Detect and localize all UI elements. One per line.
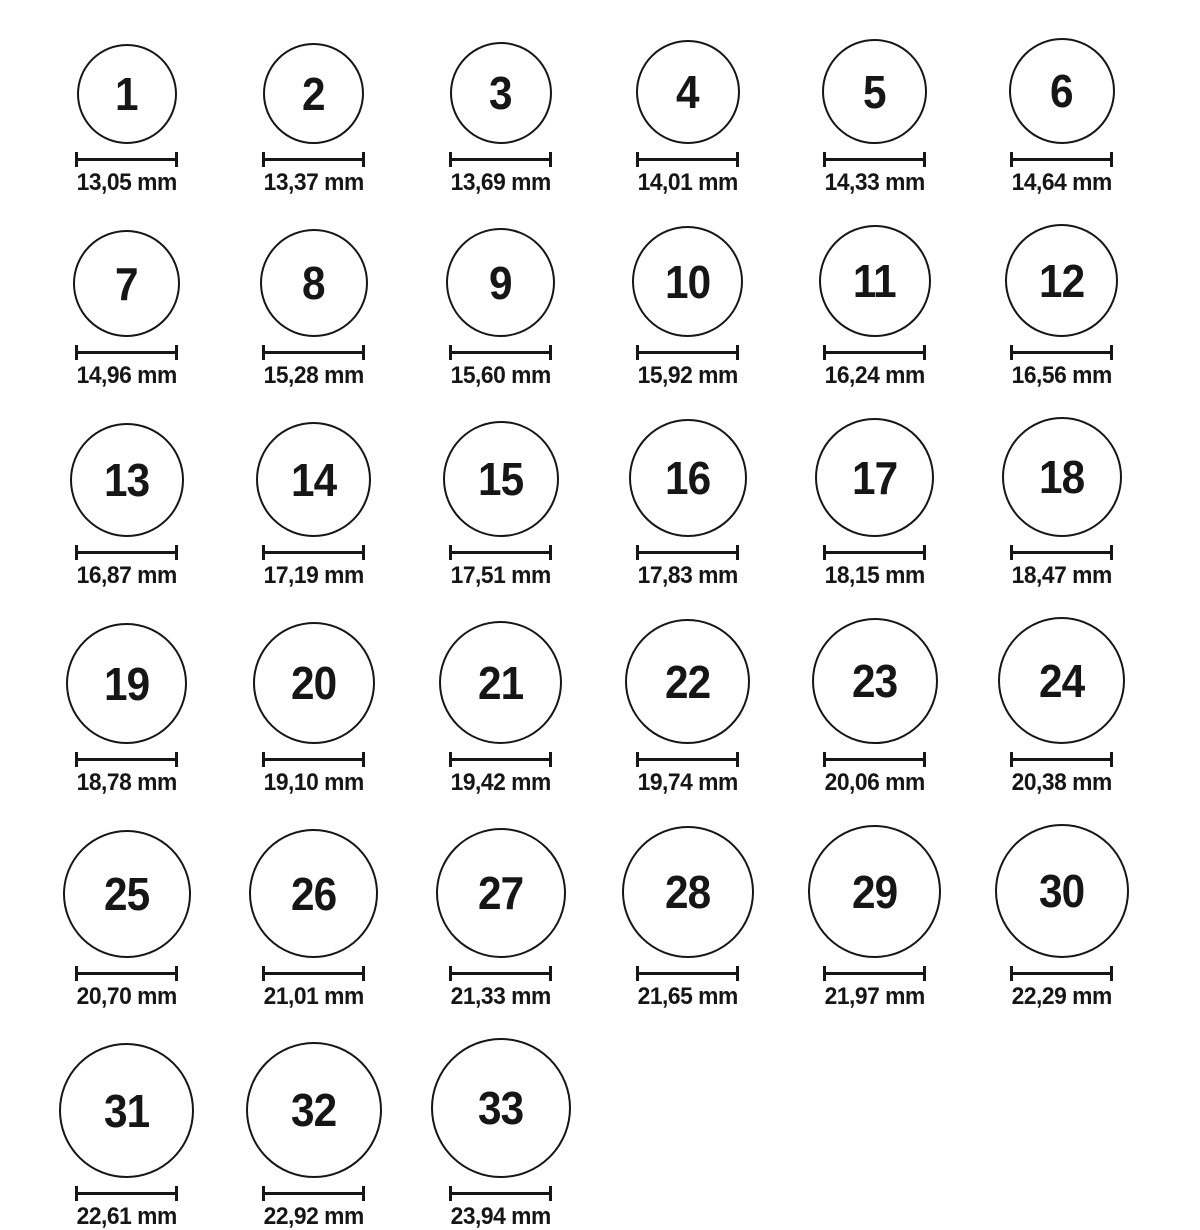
ring-circle: [59, 1043, 194, 1178]
ring-size-cell: [220, 43, 407, 195]
ring-circle: [260, 229, 368, 337]
diameter-measure-line: [75, 152, 178, 167]
ring-size-number: 29: [851, 865, 898, 918]
diameter-label: 16,24 mm: [824, 362, 925, 389]
ring-size-cell: [33, 423, 220, 588]
diameter-label: 21,65 mm: [637, 983, 738, 1010]
diameter-label: 15,92 mm: [637, 362, 738, 389]
diameter-measure-line: [449, 152, 552, 167]
ring-size-cell: [407, 828, 594, 1009]
diameter-measure-line: [1010, 752, 1113, 767]
ring-size-number: 18: [1038, 451, 1085, 503]
diameter-measure-line: [636, 752, 739, 767]
diameter-label: 22,92 mm: [263, 1203, 364, 1230]
ring-size-number: 23: [851, 655, 898, 707]
ring-size-number: 30: [1038, 865, 1085, 917]
ring-circle: [253, 622, 375, 744]
diameter-measure-line: [262, 966, 365, 981]
ring-size-cell: [220, 1042, 407, 1229]
diameter-measure-line: [636, 545, 739, 560]
ring-size-cell: [968, 224, 1155, 388]
ring-size-number: 16: [664, 452, 711, 504]
ring-size-cell: [220, 229, 407, 388]
ring-circle: [77, 44, 177, 144]
ring-size-cell: [33, 830, 220, 1009]
diameter-label: 21,97 mm: [824, 983, 925, 1010]
ring-size-number: 1: [115, 68, 138, 120]
diameter-label: 22,29 mm: [1011, 983, 1112, 1010]
diameter-label: 14,01 mm: [637, 169, 738, 196]
ring-circle: [822, 39, 927, 144]
diameter-label: 21,33 mm: [450, 983, 551, 1010]
diameter-measure-line: [75, 1186, 178, 1201]
ring-circle: [998, 617, 1125, 744]
ring-size-cell: [407, 1038, 594, 1229]
diameter-measure-line: [449, 966, 552, 981]
ring-size-cell: [781, 418, 968, 588]
diameter-label: 18,78 mm: [76, 769, 177, 796]
ring-size-number: 22: [664, 655, 711, 708]
diameter-measure-line: [449, 1186, 552, 1201]
diameter-measure-line: [449, 752, 552, 767]
diameter-measure-line: [75, 966, 178, 981]
diameter-label: 14,64 mm: [1011, 169, 1112, 196]
ring-size-number: 2: [302, 67, 325, 120]
ring-size-cell: [220, 622, 407, 795]
diameter-measure-line: [636, 152, 739, 167]
ring-size-number: 9: [489, 256, 512, 309]
ring-size-cell: [968, 417, 1155, 588]
diameter-measure-line: [823, 752, 926, 767]
ring-size-number: 31: [103, 1084, 150, 1137]
diameter-label: 16,87 mm: [76, 562, 177, 589]
ring-size-cell: [220, 422, 407, 588]
diameter-measure-line: [262, 345, 365, 360]
diameter-measure-line: [262, 752, 365, 767]
diameter-measure-line: [262, 545, 365, 560]
ring-size-cell: [407, 421, 594, 588]
diameter-measure-line: [823, 152, 926, 167]
diameter-measure-line: [1010, 966, 1113, 981]
ring-circle: [622, 826, 754, 958]
ring-circle: [446, 228, 555, 337]
ring-size-cell: [407, 42, 594, 195]
diameter-label: 17,19 mm: [263, 562, 364, 589]
ring-size-number: 4: [676, 66, 699, 118]
diameter-measure-line: [823, 345, 926, 360]
ring-size-cell: [968, 824, 1155, 1009]
ring-size-number: 11: [853, 255, 896, 307]
diameter-measure-line: [636, 966, 739, 981]
ring-size-cell: [33, 623, 220, 795]
diameter-label: 18,47 mm: [1011, 562, 1112, 589]
ring-size-number: 25: [103, 868, 150, 920]
ring-size-number: 24: [1038, 654, 1085, 707]
diameter-label: 15,60 mm: [450, 362, 551, 389]
diameter-measure-line: [1010, 545, 1113, 560]
ring-size-cell: [594, 226, 781, 388]
diameter-measure-line: [262, 152, 365, 167]
ring-size-number: 6: [1050, 65, 1073, 117]
ring-circle: [63, 830, 191, 958]
diameter-measure-line: [449, 545, 552, 560]
ring-size-number: 3: [489, 67, 512, 119]
diameter-label: 18,15 mm: [824, 562, 925, 589]
ring-size-number: 32: [290, 1084, 337, 1136]
ring-size-cell: [781, 618, 968, 795]
ring-circle: [632, 226, 743, 337]
ring-circle: [431, 1038, 571, 1178]
ring-circle: [1009, 38, 1115, 144]
ring-size-cell: [968, 617, 1155, 795]
ring-size-cell: [781, 825, 968, 1009]
ring-size-number: 14: [290, 453, 337, 506]
ring-circle: [263, 43, 364, 144]
ring-size-cell: [33, 44, 220, 195]
ring-size-cell: [594, 40, 781, 195]
diameter-label: 19,42 mm: [450, 769, 551, 796]
diameter-measure-line: [636, 345, 739, 360]
ring-circle: [439, 621, 562, 744]
diameter-measure-line: [262, 1186, 365, 1201]
diameter-label: 13,05 mm: [76, 169, 177, 196]
ring-circle: [808, 825, 941, 958]
diameter-label: 22,61 mm: [76, 1203, 177, 1230]
ring-size-cell: [407, 621, 594, 795]
ring-size-number: 12: [1038, 254, 1085, 307]
ring-circle: [625, 619, 750, 744]
diameter-measure-line: [449, 345, 552, 360]
ring-circle: [246, 1042, 382, 1178]
diameter-label: 19,74 mm: [637, 769, 738, 796]
ring-size-cell: [781, 225, 968, 388]
diameter-label: 23,94 mm: [450, 1203, 551, 1230]
ring-circle: [66, 623, 187, 744]
diameter-label: 17,83 mm: [637, 562, 738, 589]
ring-circle: [995, 824, 1129, 958]
ring-size-cell: [33, 1043, 220, 1229]
ring-size-cell: [407, 228, 594, 388]
ring-circle: [450, 42, 552, 144]
diameter-label: 14,96 mm: [76, 362, 177, 389]
ring-circle: [73, 230, 180, 337]
ring-size-number: 20: [290, 657, 337, 709]
diameter-label: 20,38 mm: [1011, 769, 1112, 796]
ring-size-number: 19: [103, 657, 150, 710]
diameter-label: 20,06 mm: [824, 769, 925, 796]
ring-size-cell: [33, 230, 220, 388]
ring-size-cell: [968, 38, 1155, 195]
diameter-measure-line: [1010, 345, 1113, 360]
ring-circle: [1005, 224, 1118, 337]
diameter-measure-line: [75, 752, 178, 767]
ring-size-number: 10: [664, 255, 711, 308]
diameter-label: 14,33 mm: [824, 169, 925, 196]
ring-circle: [629, 419, 747, 537]
ring-size-cell: [594, 826, 781, 1009]
diameter-label: 21,01 mm: [263, 983, 364, 1010]
ring-size-number: 13: [103, 454, 150, 506]
ring-circle: [815, 418, 934, 537]
ring-size-number: 8: [302, 257, 325, 309]
ring-size-number: 15: [477, 453, 524, 505]
diameter-measure-line: [823, 966, 926, 981]
ring-size-number: 21: [477, 656, 524, 709]
ring-circle: [636, 40, 740, 144]
ring-circle: [819, 225, 931, 337]
diameter-measure-line: [75, 545, 178, 560]
ring-size-cell: [220, 829, 407, 1009]
ring-circle: [443, 421, 559, 537]
ring-size-cell: [594, 619, 781, 795]
diameter-measure-line: [1010, 152, 1113, 167]
ring-size-number: 5: [863, 65, 886, 118]
ring-circle: [70, 423, 184, 537]
diameter-label: 19,10 mm: [263, 769, 364, 796]
ring-size-number: 7: [115, 257, 138, 310]
ring-size-number: 33: [477, 1082, 524, 1134]
ring-size-number: 27: [477, 867, 524, 919]
ring-circle: [256, 422, 371, 537]
diameter-label: 13,37 mm: [263, 169, 364, 196]
diameter-label: 16,56 mm: [1011, 362, 1112, 389]
diameter-label: 15,28 mm: [263, 362, 364, 389]
ring-size-cell: [781, 39, 968, 195]
ring-size-number: 26: [290, 867, 337, 920]
diameter-label: 20,70 mm: [76, 983, 177, 1010]
diameter-label: 13,69 mm: [450, 169, 551, 196]
ring-size-number: 28: [664, 866, 711, 918]
ring-circle: [1002, 417, 1122, 537]
ring-size-number: 17: [851, 451, 898, 504]
ring-circle: [436, 828, 566, 958]
diameter-measure-line: [823, 545, 926, 560]
ring-circle: [249, 829, 378, 958]
ring-size-cell: [594, 419, 781, 588]
diameter-measure-line: [75, 345, 178, 360]
ring-circle: [812, 618, 938, 744]
diameter-label: 17,51 mm: [450, 562, 551, 589]
